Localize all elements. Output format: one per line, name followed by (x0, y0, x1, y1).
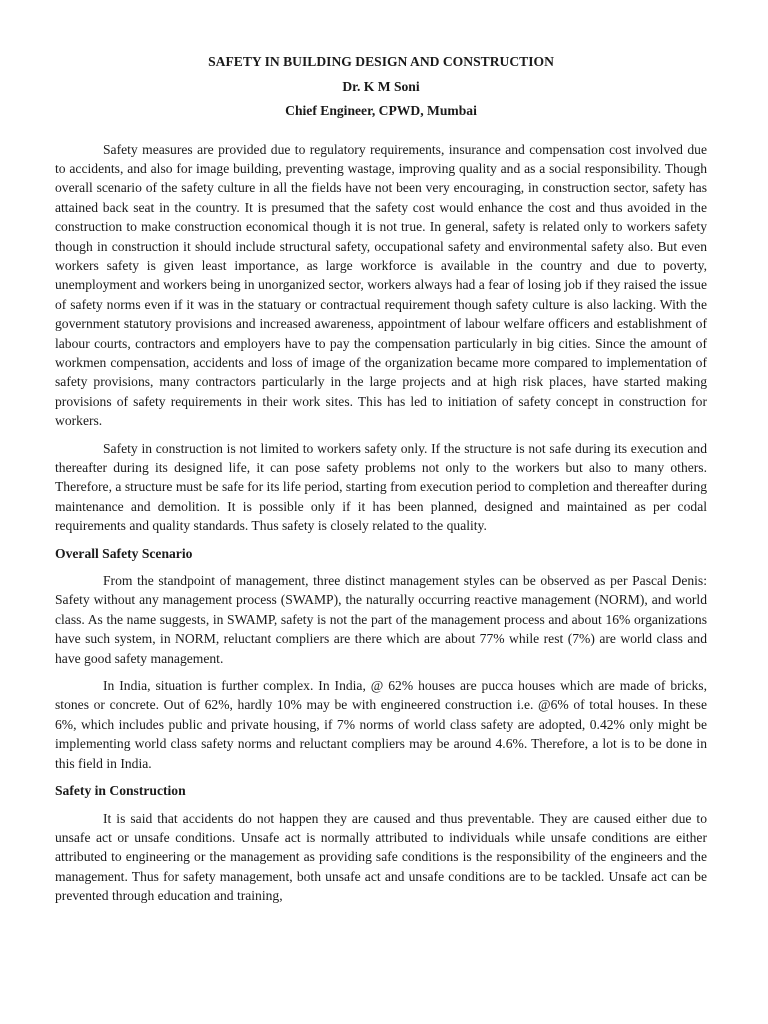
overall-safety-paragraph-2: In India, situation is further complex. In India, @ 62% houses are pucca houses which are made of bricks, stones or concrete. Out of 62%, hardly 10% may be with engineered construction i.e. @6% of total houses. In these 6%, which includes public and private housing, if 7% norms of world class safety are adopted, 0.42% only might be implementing world class safety norms and reluctant compliers may be around 4.6%. Therefore, a lot is to be done in this field in India. (55, 678, 707, 771)
document-affiliation: Chief Engineer, CPWD, Mumbai (285, 103, 477, 118)
document-title: SAFETY IN BUILDING DESIGN AND CONSTRUCTION (208, 54, 554, 69)
safety-construction-paragraph-1: It is said that accidents do not happen they are caused and thus preventable. They are caused either due to unsafe act or unsafe conditions. Unsafe act is normally attributed to individuals while unsafe conditions are either attributed to engineering or the management as providing safe conditions is the responsibility of the engineers and the management. Thus for safety management, both unsafe act and unsafe conditions are to be tackled. Unsafe act can be prevented through education and training, (55, 810, 707, 904)
intro-paragraph-2: Safety in construction is not limited to workers safety only. If the structure is not safe during its execution and thereafter during its designed life, it can pose safety problems not only to the workers but also to many others. Therefore, a structure must be safe for its life period, starting from execution period to completion and thereafter during maintenance and demolition. It is possible only if it has been planned, designed and maintained as per codal requirements and quality standards. Thus safety is closely related to the quality. (55, 440, 707, 534)
overall-safety-paragraph-1: From the standpoint of management, three distinct management styles can be observed as per Pascal Denis: Safety without any management process (SWAMP), the naturally occurring reactive management (NORM), and world class. As the name suggests, in SWAMP, safety is not the part of the management process and about 16% organizations have such system, in NORM, reluctant compliers are there which are about 77% while rest (7%) are world class and have good safety management. (55, 573, 707, 666)
section-heading-safety-construction: Safety in Construction (55, 783, 186, 799)
document-author: Dr. K M Soni (342, 78, 420, 94)
document-page (55, 50, 707, 914)
intro-paragraph-1: Safety measures are provided due to regulatory requirements, insurance and compensation cost involved due to accidents, and also for image building, preventing wastage, improving quality and as a social responsibility. Though overall scenario of the safety culture in all the fields have not been very encouraging, in construction sector, safety has attained back seat in the country. It is presumed that the safety cost would enhance the cost and thus avoided in the construction to make construction economical though it is not true. In general, safety is related only to workers safety though in construction it should include structural safety, occupational safety and environmental safety also. But even workers safety is given least importance, as large workforce is available in the country and due to poverty, unemployment and workers being in unorganized sector, workers always had a fear of losing job if they raised the issue of safety norms even if it was in the statuary or contractual requirement though safety culture is also lacking. With the government statutory provisions and increased awareness, appointment of labour welfare officers and establishment of labour courts, contractors and employers have to pay the compensation particularly in big cities. Since the amount of workmen compensation, accidents and loss of image of the organization became more compared to implementation of safety provisions, many contractors particularly in the large projects and at high risk places, have started making provisions of safety requirements in their work sites. This has led to initiation of safety concept in construction for workers. (55, 141, 707, 429)
document-header (55, 50, 707, 124)
section-heading-overall-safety: Overall Safety Scenario (55, 545, 193, 561)
